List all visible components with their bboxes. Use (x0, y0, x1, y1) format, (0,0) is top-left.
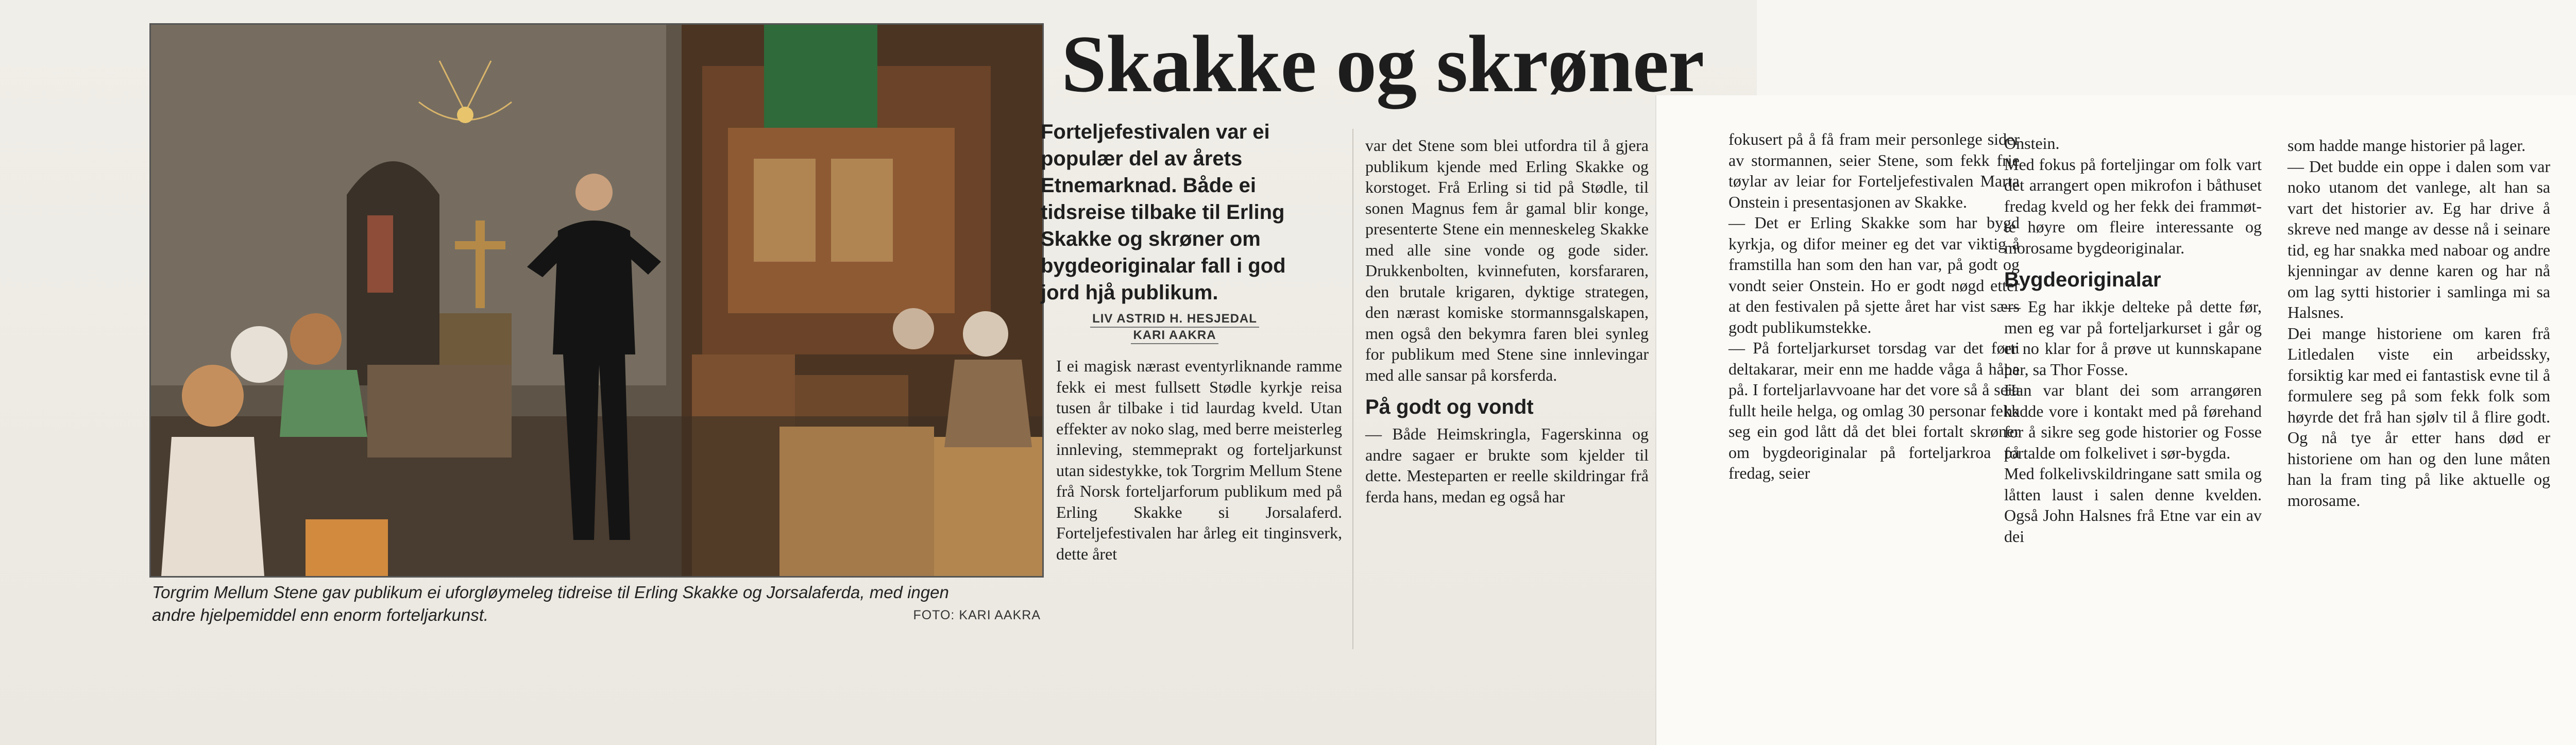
paragraph: — Både Heimskringla, Fagerskinna og andre sagaer er brukte som kjelder til dette. Mesteparten er reelle skildringar frå ferda hans, medan eg også har (1365, 425, 1649, 506)
subheading: På godt og vondt (1365, 396, 1534, 418)
paragraph: — Eg har ikkje delteke på dette før, men eg var på forteljarkurset i går og er no klar for å prøve ut kunnskapane her, sa Thor Fosse. (2004, 297, 2262, 379)
article-column-4 (2004, 133, 2262, 547)
paragraph: Med fokus på forteljingar om folk vart det arrangert open mikrofon i båthuset fredag kveld og her fekk dei frammøtte høyre om fleire interessante og morosame bygdeoriginalar. (2004, 155, 2262, 257)
paragraph: Dei mange historiene om karen frå Litledalen viste ein arbeidssky, forsiktig kar med ei fantastisk evne til å formulere seg på som fekk folk som høyrde det frå han sjølv til å flire godt. Og nå tye år etter hans død er historiene om han og den lune måten han la fram ting på like aktuelle og morosame. (2287, 324, 2550, 510)
paragraph: Onstein. (2004, 134, 2060, 153)
paragraph: var det Stene som blei utfordra til å gjera publikum kjende med Erling Skakke og korstoget. Frå Erling si tid på Stødle, til sonen Magnus fem år gamal blir konge, presenterte Stene ein menneskeleg Skakke med alle sine vonde og gode sider. Drukkenbolten, kvinnefuten, korsfararen, den brutale krigaren, dyktige strategen, den nærast komiske stormannsgalskapen, men også den bekymra faren blei synleg for publikum med Stene sine innlevingar med alle sansar på korsferda. (1365, 136, 1649, 384)
byline-author: LIV ASTRID H. HESJEDAL (1090, 311, 1259, 328)
paragraph: — På forteljarkurset torsdag var det førti deltakarar, meir enn me hadde våga å håpa på. I forteljarlavvoane har det vore så å seia fullt heile helga, og omlag 30 personar fekk seg ein god lått då det blei fortalt skrøner om bygdeoriginalar på forteljarkroa på fredag, seier (1728, 338, 2020, 482)
church-storyteller-photo (149, 23, 1044, 578)
column-divider (1352, 129, 1353, 649)
paragraph: I ei magisk nærast eventyrliknande ramme fekk ei mest fullsett Stødle kyrkje reisa tusen år tilbake i tid laurdag kveld. Utan effekter av noko slag, med berre meisterleg innleving, stemmeprakt og forteljarkunst utan sidestykke, tok Torgrim Mellum Stene frå Norsk forteljarforum publikum med på Erling Skakke si Jorsalaferd. Forteljefestivalen har årleg eit tinginsverk, dette året (1056, 357, 1342, 563)
adjacent-page-margin (1757, 0, 2576, 95)
article-column-3 (1728, 129, 2020, 484)
paragraph: fokusert på å få fram meir personlege sider av stormannen, seier Stene, som fekk frie tøylar av leiar for Forteljefestivalen Marta Onstein i presentasjonen av Skakke. (1728, 130, 2020, 211)
article-headline: Skakke og skrøner (1061, 19, 1704, 109)
paragraph: — Det er Erling Skakke som har bygd kyrkja, og difor meiner eg det var viktig å framstilla han som den han var, på godt og vondt seier Onstein. Ho er godt nøgd etter at den festivalen på sjette året har vist særs godt publikumstekke. (1728, 213, 2020, 336)
paragraph: Med folkelivskildringane satt smila og låtten laust i salen denne kvelden. Også John Halsnes frå Etne var ein av dei (2004, 464, 2262, 546)
paragraph: Han var blant dei som arrangøren hadde vore i kontakt med på førehand for å sikre seg gode historier og Fosse fortalde om folkelivet i sør-bygda. (2004, 381, 2262, 462)
photo-credit: FOTO: KARI AAKRA (913, 608, 1041, 622)
byline-photographer: KARI AAKRA (1131, 328, 1218, 344)
paragraph: som hadde mange historier på lager. (2287, 136, 2526, 155)
subheading: Bygdeoriginalar (2004, 268, 2161, 291)
article-byline (1041, 311, 1309, 344)
photo-caption: Torgrim Mellum Stene gav publikum ei uforgløymeleg tidreise til Erling Skakke og Jorsalaferda, med ingen andre hjelpemiddel enn enorm forteljarkunst. (152, 583, 949, 624)
article-lead: Forteljefestivalen var ei populær del av årets Etnemarknad. Både ei tidsreise tilbake til Erling Skakke og skrøner om bygdeoriginalar fall i god jord hjå publikum. (1041, 121, 1286, 304)
article-column-5 (2287, 135, 2550, 511)
article-column-1 (1056, 355, 1342, 564)
article-column-2 (1365, 135, 1649, 507)
paragraph: — Det budde ein oppe i dalen som var noko utanom det vanlege, alt han sa vart det historier av. Eg har drive å skreve ned mange av desse nå i seinare tid, eg har snakka med naboar og andre kjenningar av denne karen og har nå om lag sytti historier i samlinga mi sa Halsnes. (2287, 157, 2550, 321)
